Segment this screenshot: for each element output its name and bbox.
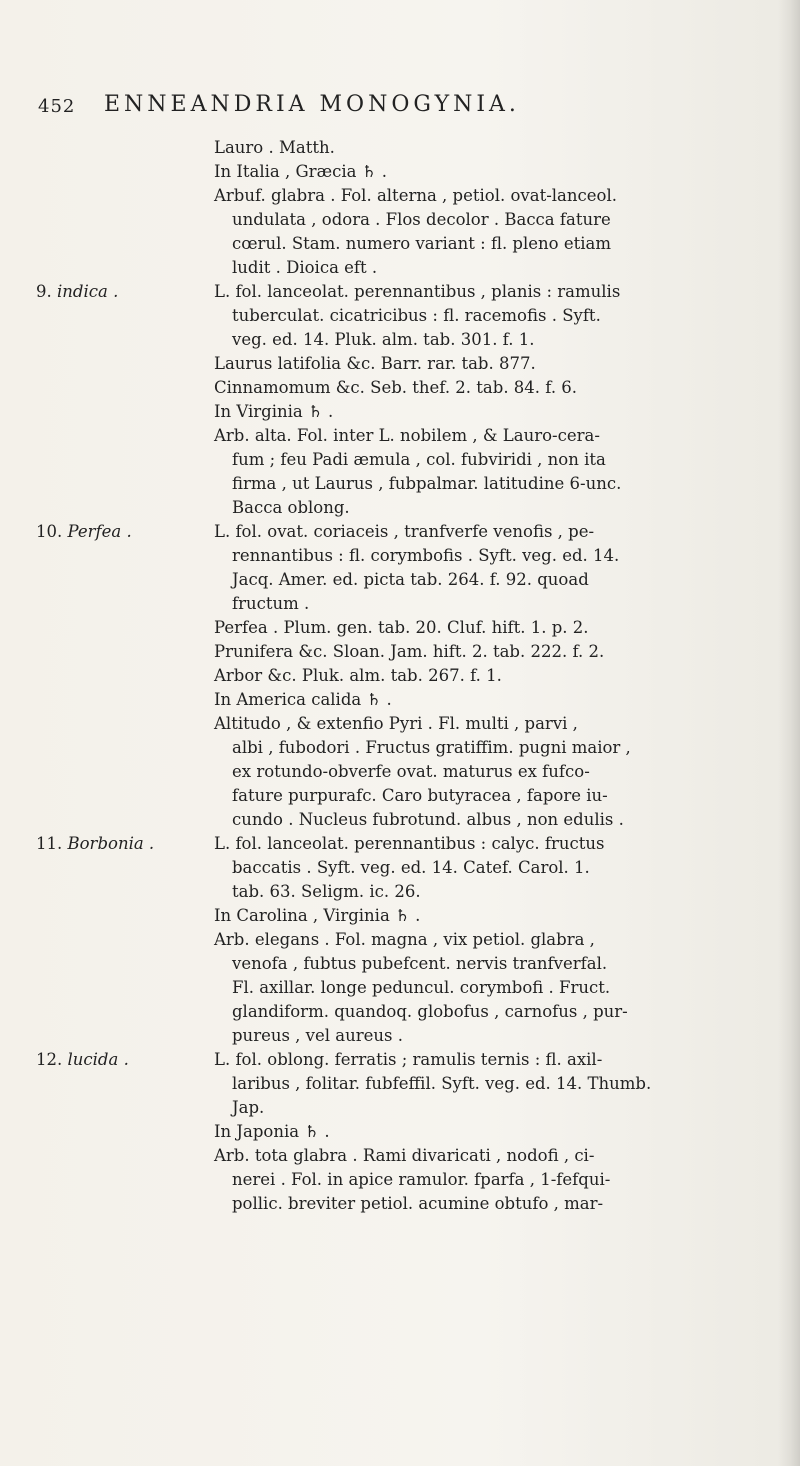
page-edge-shadow — [778, 0, 800, 1466]
text-line: laribus , folitar. fubfeffil. Syft. veg. ed. 14. Thumb. — [232, 1074, 652, 1093]
text-line: In Virginia ♄ . — [214, 402, 334, 421]
text-line: Arb. elegans . Fol. magna , vix petiol. glabra , — [214, 930, 595, 949]
text-line: fum ; feu Padi æmula , col. fubviridi , non ita — [232, 450, 606, 469]
text-line: tab. 63. Seligm. ic. 26. — [232, 882, 421, 901]
text-line: cundo . Nucleus fubrotund. albus , non edulis . — [232, 810, 624, 829]
text-line: Arbuf. glabra . Fol. alterna , petiol. ovat-lanceol. — [214, 186, 617, 205]
text-line: Altitudo , & extenfio Pyri . Fl. multi , parvi , — [214, 714, 578, 733]
species-name: indica . — [57, 282, 119, 301]
species-margin-label — [36, 520, 206, 544]
species-entry-indica — [36, 280, 766, 520]
species-number: 11. — [36, 834, 63, 853]
species-margin-label — [36, 280, 206, 304]
species-name: Perfea . — [67, 522, 132, 541]
text-line: fature purpurafc. Caro butyracea , fapore iu- — [232, 786, 608, 805]
species-number: 12. — [36, 1050, 63, 1069]
species-entry-continuation — [36, 136, 766, 280]
species-name: Borbonia . — [67, 834, 155, 853]
text-line: pollic. breviter petiol. acumine obtufo , mar- — [232, 1194, 604, 1213]
text-line: venofa , fubtus pubefcent. nervis tranfverfal. — [232, 954, 608, 973]
species-number: 9. — [36, 282, 52, 301]
text-line: L. fol. oblong. ferratis ; ramulis ternis : fl. axil- — [214, 1050, 603, 1069]
running-head: ENNEANDRIA MONOGYNIA. — [104, 92, 520, 117]
text-line: Bacca oblong. — [232, 498, 350, 517]
text-line: Jacq. Amer. ed. picta tab. 264. f. 92. quoad — [232, 570, 589, 589]
species-entry-lucida — [36, 1048, 766, 1216]
text-line: nerei . Fol. in apice ramulor. fparfa , 1-fefqui- — [232, 1170, 611, 1189]
text-line: Lauro . Matth. — [214, 138, 335, 157]
text-line: veg. ed. 14. Pluk. alm. tab. 301. f. 1. — [232, 330, 535, 349]
text-line: L. fol. lanceolat. perennantibus : calyc. fructus — [214, 834, 605, 853]
species-entry-perfea — [36, 520, 766, 832]
text-line: In America calida ♄ . — [214, 690, 392, 709]
text-line: L. fol. ovat. coriaceis , tranfverfe venofis , pe- — [214, 522, 595, 541]
text-line: glandiform. quandoq. globofus , carnofus , pur- — [232, 1002, 628, 1021]
text-line: Arbor &c. Pluk. alm. tab. 267. f. 1. — [214, 666, 502, 685]
page-header — [38, 92, 738, 124]
page-body — [36, 136, 766, 1216]
text-line: pureus , vel aureus . — [232, 1026, 403, 1045]
text-line: In Carolina , Virginia ♄ . — [214, 906, 421, 925]
species-margin-label — [36, 1048, 206, 1072]
text-line: cœrul. Stam. numero variant : fl. pleno etiam — [232, 234, 612, 253]
text-line: L. fol. lanceolat. perennantibus , planis : ramulis — [214, 282, 621, 301]
text-line: firma , ut Laurus , fubpalmar. latitudine 6-unc. — [232, 474, 622, 493]
text-line: Laurus latifolia &c. Barr. rar. tab. 877. — [214, 354, 536, 373]
text-line: fructum . — [232, 594, 310, 613]
species-name: lucida . — [67, 1050, 129, 1069]
text-line: Arb. alta. Fol. inter L. nobilem , & Lauro-cera- — [214, 426, 600, 445]
text-line: Jap. — [232, 1098, 265, 1117]
species-entry-borbonia — [36, 832, 766, 1048]
species-margin-label — [36, 832, 206, 856]
text-line: Fl. axillar. longe peduncul. corymbofi . Fruct. — [232, 978, 611, 997]
page-number: 452 — [38, 96, 76, 117]
text-line: undulata , odora . Flos decolor . Bacca fature — [232, 210, 611, 229]
text-line: Arb. tota glabra . Rami divaricati , nodofi , ci- — [214, 1146, 595, 1165]
text-line: albi , fubodori . Fructus gratiffim. pugni maior , — [232, 738, 631, 757]
text-line: Prunifera &c. Sloan. Jam. hift. 2. tab. 222. f. 2. — [214, 642, 605, 661]
text-line: baccatis . Syft. veg. ed. 14. Catef. Carol. 1. — [232, 858, 590, 877]
text-line: Cinnamomum &c. Seb. thef. 2. tab. 84. f. 6. — [214, 378, 578, 397]
text-line: ludit . Dioica eft . — [232, 258, 378, 277]
text-line: In Japonia ♄ . — [214, 1122, 330, 1141]
text-line: tuberculat. cicatricibus : fl. racemofis . Syft. — [232, 306, 601, 325]
text-line: Perfea . Plum. gen. tab. 20. Cluf. hift. 1. p. 2. — [214, 618, 589, 637]
text-line: ex rotundo-obverfe ovat. maturus ex fufco- — [232, 762, 590, 781]
species-number: 10. — [36, 522, 63, 541]
text-line: rennantibus : fl. corymbofis . Syft. veg. ed. 14. — [232, 546, 620, 565]
text-line: In Italia , Græcia ♄ . — [214, 162, 387, 181]
